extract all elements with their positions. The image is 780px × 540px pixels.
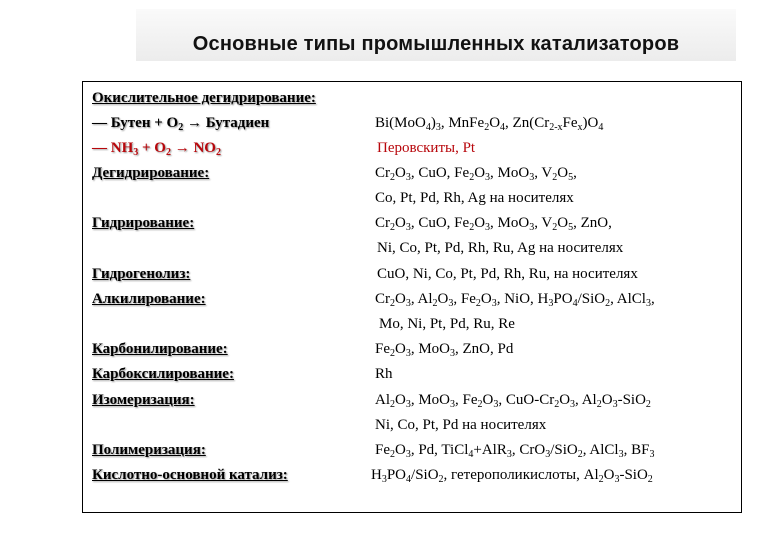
catalyst-list: $Bi(MoO_4)_3$, $MnFe_2O_4$, $Zn(Cr_{2-x}Fe_x)O_4$: [375, 115, 604, 133]
catalyst-list: CuO, Ni, Co, Pt, Pd, Rh, Ru, на носителях: [377, 266, 638, 282]
catalyst-list: $Cr_2O_3$, CuO, $Fe_2O_3$, MoO$_3$, $V_2O_5$, ZnO,: [375, 215, 612, 233]
process-label: Дегидрирование:: [92, 165, 210, 181]
table-row: [83, 416, 741, 440]
catalyst-list: $Cr_2O_3$, CuO, $Fe_2O_3$, MoO$_3$, $V_2O_5$,: [375, 165, 577, 183]
table-row: [83, 139, 741, 163]
process-label: Полимеризация:: [92, 442, 206, 458]
table-row: [83, 441, 741, 465]
slide-title: Основные типы промышленных катализаторов: [192, 33, 680, 55]
table-row: [83, 290, 741, 314]
process-label: Кислотно-основной катализ:: [92, 467, 288, 483]
catalyst-list: Mo, Ni, Pt, Pd, Ru, Re: [379, 316, 515, 332]
table-row: [83, 89, 741, 113]
process-label: Гидрогенолиз:: [92, 266, 191, 282]
catalyst-list: $H_3PO_4/SiO_2$, гетерополикислоты, $Al_2O_3-SiO_2$: [371, 467, 653, 485]
table-row: [83, 189, 741, 213]
process-label: Карбонилирование:: [92, 341, 228, 357]
table-row: [83, 214, 741, 238]
catalyst-list: Ni, Co, Pt, Pd на носителях: [375, 417, 547, 433]
process-label: Гидрирование:: [92, 215, 195, 231]
process-label: Карбоксилирование:: [92, 366, 234, 382]
table-row: [83, 239, 741, 263]
catalyst-list: Ni, Co, Pt, Pd, Rh, Ru, Ag на носителях: [377, 240, 624, 256]
process-label: Окислительное дегидрирование:: [92, 90, 316, 106]
table-row: [83, 466, 741, 490]
catalyst-list: $Fe_2O_3$, Pd, TiCl$_4$+AlR$_3$, CrO$_3$/SiO$_2$, AlCl$_3$, $BF_3$: [375, 442, 655, 460]
catalyst-list: Перовскиты, Pt: [377, 140, 476, 156]
table-row: [83, 164, 741, 188]
catalyst-table: [82, 81, 742, 513]
table-row: [83, 315, 741, 339]
catalyst-list: Rh: [375, 366, 393, 382]
catalyst-list: Co, Pt, Pd, Rh, Ag на носителях: [375, 190, 574, 206]
catalyst-list: $Fe_2O_3$, MoO$_3$, ZnO, Pd: [375, 341, 514, 359]
table-row: [83, 265, 741, 289]
table-row: [83, 391, 741, 415]
table-row: [83, 114, 741, 138]
table-row: [83, 365, 741, 389]
catalyst-list: $Cr_2O_3$, $Al_2O_3$, $Fe_2O_3$, NiO, $H_3PO_4/SiO_2$, AlCl$_3$,: [375, 291, 655, 309]
process-label: Изомеризация:: [92, 392, 195, 408]
reaction-label: — $NH_3 + O_2 \to NO_2$: [92, 140, 221, 158]
catalyst-list: $Al_2O_3$, MoO$_3$, $Fe_2O_3$, CuO-$Cr_2O_3$, $Al_2O_3-SiO_2$: [375, 392, 651, 410]
table-row: [83, 340, 741, 364]
title-banner: [136, 9, 736, 61]
reaction-label: — Бутен + $O_2$ → Бутадиен: [92, 115, 270, 133]
process-label: Алкилирование:: [92, 291, 206, 307]
